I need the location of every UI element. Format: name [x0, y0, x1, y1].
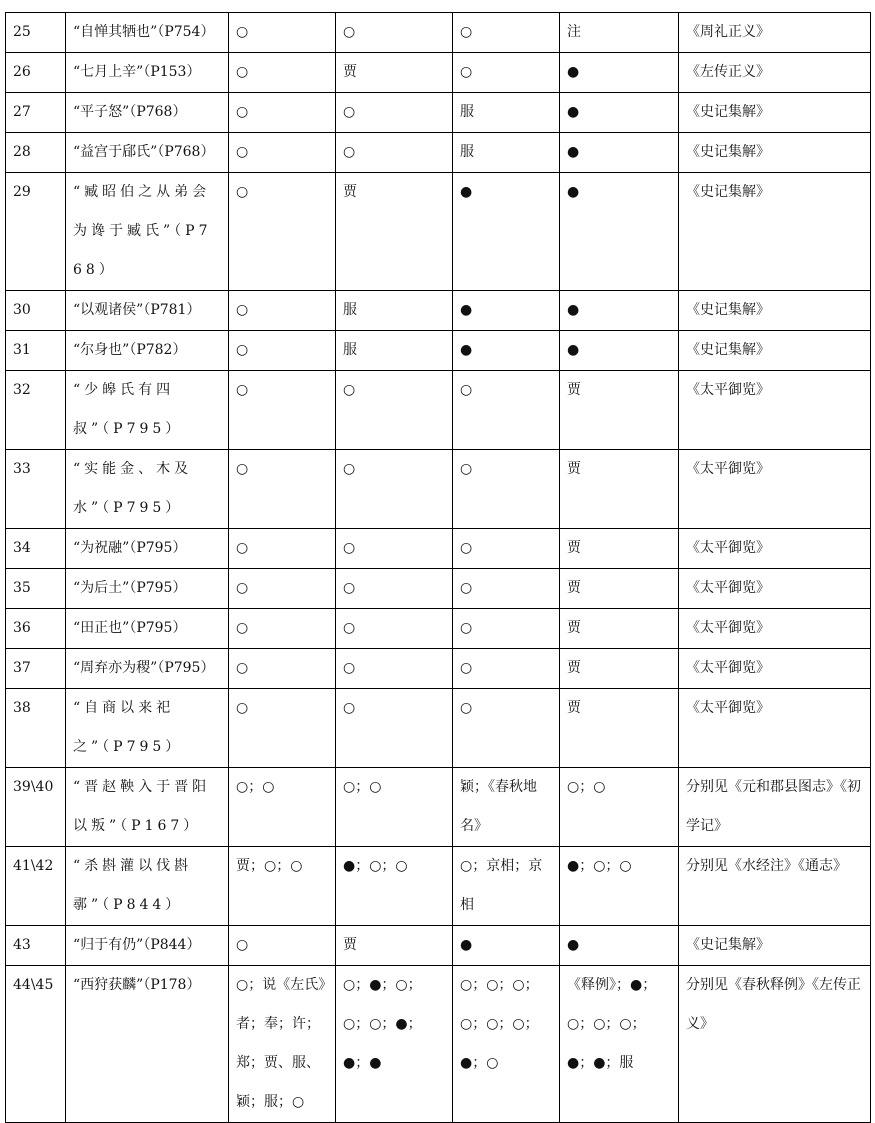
source-cell: 《太平御览》 — [679, 569, 871, 609]
row-number-cell: 25 — [6, 13, 66, 53]
column-3-cell: ● — [453, 291, 560, 331]
row-number-cell: 33 — [6, 450, 66, 529]
column-1-cell: ○ — [229, 13, 336, 53]
table-row — [6, 291, 871, 331]
table-row — [6, 649, 871, 689]
table-row — [6, 13, 871, 53]
column-1-cell: ○ — [229, 371, 336, 450]
source-cell: 《太平御览》 — [679, 609, 871, 649]
table-row — [6, 768, 871, 847]
column-3-cell: ○ — [453, 609, 560, 649]
entry-title-cell: “七月上辛”（P153） — [66, 53, 229, 93]
row-number-cell: 36 — [6, 609, 66, 649]
column-2-cell: ○ — [336, 13, 453, 53]
column-2-cell: ○ — [336, 689, 453, 768]
row-number-cell: 29 — [6, 173, 66, 291]
entry-title-cell: “西狩获麟”（P178） — [66, 966, 229, 1123]
column-1-cell: 贾；○；○ — [229, 847, 336, 926]
column-3-cell: ○；京相；京相 — [453, 847, 560, 926]
column-1-cell: ○ — [229, 173, 336, 291]
row-number-cell: 39\40 — [6, 768, 66, 847]
column-4-cell: 贾 — [560, 569, 679, 609]
column-3-cell: ○ — [453, 529, 560, 569]
table-row — [6, 966, 871, 1123]
row-number-cell: 30 — [6, 291, 66, 331]
entry-title-cell: “以观诸侯”（P781） — [66, 291, 229, 331]
column-2-cell: ●；○；○ — [336, 847, 453, 926]
source-cell: 《史记集解》 — [679, 926, 871, 966]
table-row — [6, 173, 871, 291]
row-number-cell: 44\45 — [6, 966, 66, 1123]
column-1-cell: ○；○ — [229, 768, 336, 847]
entry-title-cell: “自惮其牺也”（P754） — [66, 13, 229, 53]
source-cell: 《左传正义》 — [679, 53, 871, 93]
column-3-cell: ○ — [453, 569, 560, 609]
entry-title-cell: “归于有仍”（P844） — [66, 926, 229, 966]
column-3-cell: ○ — [453, 689, 560, 768]
column-2-cell: ○；○ — [336, 768, 453, 847]
column-2-cell: 服 — [336, 291, 453, 331]
row-number-cell: 34 — [6, 529, 66, 569]
column-2-cell: ○ — [336, 450, 453, 529]
column-1-cell: ○ — [229, 53, 336, 93]
entry-title-cell: “晋赵鞅入于晋阳以叛”（P167） — [66, 768, 229, 847]
column-1-cell: ○ — [229, 649, 336, 689]
table-row — [6, 847, 871, 926]
column-1-cell: ○；说《左氏》者；奉；许；郑；贾、服、颖；服；○ — [229, 966, 336, 1123]
column-4-cell: 贾 — [560, 689, 679, 768]
table-row — [6, 133, 871, 173]
source-cell: 《周礼正义》 — [679, 13, 871, 53]
row-number-cell: 31 — [6, 331, 66, 371]
entry-title-cell: “周弃亦为稷”（P795） — [66, 649, 229, 689]
column-4-cell: ●；○；○ — [560, 847, 679, 926]
column-3-cell: ○ — [453, 450, 560, 529]
column-4-cell: 贾 — [560, 649, 679, 689]
column-1-cell: ○ — [229, 331, 336, 371]
column-3-cell: ○ — [453, 53, 560, 93]
column-1-cell: ○ — [229, 689, 336, 768]
column-3-cell: ○ — [453, 13, 560, 53]
column-1-cell: ○ — [229, 926, 336, 966]
entry-title-cell: “尔身也”（P782） — [66, 331, 229, 371]
column-3-cell: ● — [453, 173, 560, 291]
entry-title-cell: “益宫于郈氏”（P768） — [66, 133, 229, 173]
column-4-cell: ● — [560, 291, 679, 331]
row-number-cell: 37 — [6, 649, 66, 689]
source-cell: 《太平御览》 — [679, 450, 871, 529]
column-3-cell: 服 — [453, 93, 560, 133]
column-4-cell: 贾 — [560, 609, 679, 649]
column-1-cell: ○ — [229, 529, 336, 569]
source-cell: 《太平御览》 — [679, 689, 871, 768]
table-row — [6, 331, 871, 371]
entry-title-cell: “为祝融”（P795） — [66, 529, 229, 569]
row-number-cell: 27 — [6, 93, 66, 133]
column-2-cell: 服 — [336, 331, 453, 371]
column-4-cell: 贾 — [560, 450, 679, 529]
source-cell: 《史记集解》 — [679, 133, 871, 173]
column-2-cell: ○ — [336, 371, 453, 450]
table-row — [6, 450, 871, 529]
row-number-cell: 32 — [6, 371, 66, 450]
column-3-cell: ● — [453, 926, 560, 966]
column-3-cell: ○；○；○；○；○；○；●；○ — [453, 966, 560, 1123]
row-number-cell: 38 — [6, 689, 66, 768]
column-4-cell: ● — [560, 133, 679, 173]
entry-title-cell: “杀斟灌以伐斟鄩”（P844） — [66, 847, 229, 926]
column-1-cell: ○ — [229, 609, 336, 649]
table-row — [6, 371, 871, 450]
column-4-cell: ● — [560, 93, 679, 133]
column-2-cell: ○；●；○；○；○；●；●；● — [336, 966, 453, 1123]
source-cell: 《太平御览》 — [679, 649, 871, 689]
source-cell: 分别见《元和郡县图志》《初学记》 — [679, 768, 871, 847]
column-4-cell: ● — [560, 53, 679, 93]
column-4-cell: 贾 — [560, 529, 679, 569]
column-2-cell: ○ — [336, 93, 453, 133]
source-cell: 分别见《春秋释例》《左传正义》 — [679, 966, 871, 1123]
table-row — [6, 53, 871, 93]
column-4-cell: ○；○ — [560, 768, 679, 847]
entry-title-cell: “自商以来祀之”（P795） — [66, 689, 229, 768]
column-3-cell: 服 — [453, 133, 560, 173]
table-row — [6, 529, 871, 569]
column-4-cell: ● — [560, 173, 679, 291]
row-number-cell: 41\42 — [6, 847, 66, 926]
column-4-cell: 贾 — [560, 371, 679, 450]
column-2-cell: ○ — [336, 609, 453, 649]
table-row — [6, 689, 871, 768]
entry-title-cell: “少皞氏有四叔”（P795） — [66, 371, 229, 450]
table-row — [6, 93, 871, 133]
source-cell: 《史记集解》 — [679, 331, 871, 371]
entry-title-cell: “田正也”（P795） — [66, 609, 229, 649]
table-row — [6, 926, 871, 966]
entry-title-cell: “平子怒”（P768） — [66, 93, 229, 133]
column-2-cell: ○ — [336, 529, 453, 569]
column-2-cell: ○ — [336, 133, 453, 173]
column-1-cell: ○ — [229, 569, 336, 609]
column-4-cell: 注 — [560, 13, 679, 53]
source-cell: 《太平御览》 — [679, 529, 871, 569]
column-4-cell: ● — [560, 331, 679, 371]
entry-title-cell: “臧昭伯之从弟会为谗于臧氏”（P768） — [66, 173, 229, 291]
column-2-cell: 贾 — [336, 173, 453, 291]
column-1-cell: ○ — [229, 291, 336, 331]
column-3-cell: ● — [453, 331, 560, 371]
column-4-cell: ● — [560, 926, 679, 966]
column-2-cell: 贾 — [336, 926, 453, 966]
column-3-cell: ○ — [453, 371, 560, 450]
annotation-table — [5, 12, 871, 1123]
table-row — [6, 609, 871, 649]
row-number-cell: 43 — [6, 926, 66, 966]
table-row — [6, 569, 871, 609]
source-cell: 分别见《水经注》《通志》 — [679, 847, 871, 926]
column-2-cell: 贾 — [336, 53, 453, 93]
source-cell: 《史记集解》 — [679, 291, 871, 331]
entry-title-cell: “实能金、木及水”（P795） — [66, 450, 229, 529]
column-3-cell: 颖；《春秋地名》 — [453, 768, 560, 847]
entry-title-cell: “为后土”（P795） — [66, 569, 229, 609]
source-cell: 《史记集解》 — [679, 173, 871, 291]
row-number-cell: 35 — [6, 569, 66, 609]
source-cell: 《史记集解》 — [679, 93, 871, 133]
column-1-cell: ○ — [229, 133, 336, 173]
column-1-cell: ○ — [229, 93, 336, 133]
row-number-cell: 26 — [6, 53, 66, 93]
column-1-cell: ○ — [229, 450, 336, 529]
column-3-cell: ○ — [453, 649, 560, 689]
row-number-cell: 28 — [6, 133, 66, 173]
source-cell: 《太平御览》 — [679, 371, 871, 450]
column-4-cell: 《释例》；●；○；○；○；●；●；服 — [560, 966, 679, 1123]
column-2-cell: ○ — [336, 569, 453, 609]
column-2-cell: ○ — [336, 649, 453, 689]
